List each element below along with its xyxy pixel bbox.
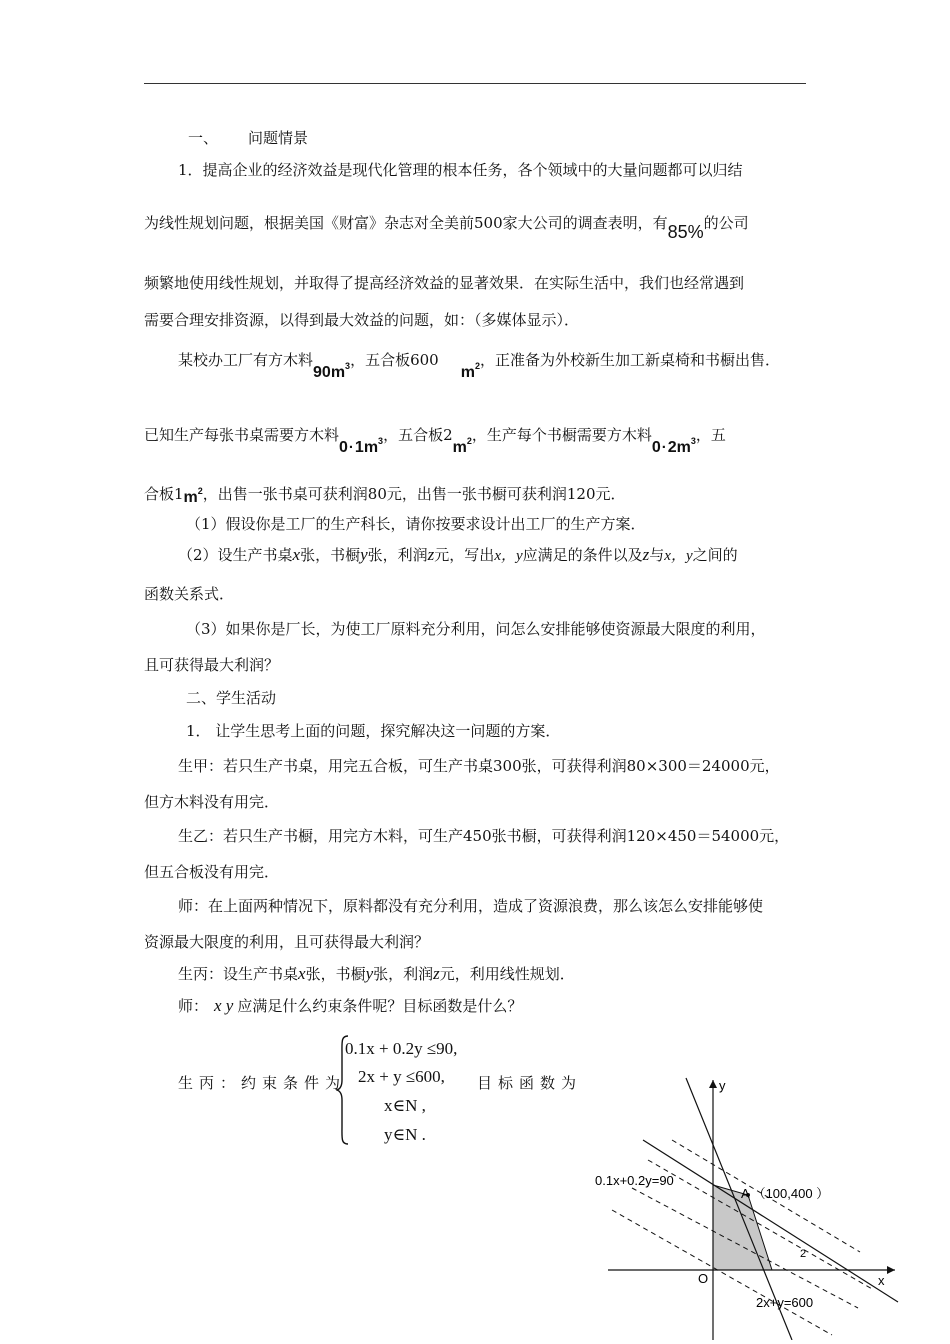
section1-heading <box>188 128 308 148</box>
p1-line1: 1．提高企业的经济效益是现代化管理的根本任务，各个领域中的大量问题都可以归结 <box>178 161 743 179</box>
value-0.1m3: $0\cdot 1m^3$ <box>339 436 384 456</box>
student-bing-1: 生丙：设生产书桌x张，书橱y张，利润z元，利用线性规划． <box>178 964 575 983</box>
constraint-lead: 生丙：约束条件为 <box>178 1074 347 1092</box>
teacher-2: 师： x y 应满足什么约束条件呢？目标函数是什么？ <box>178 996 523 1015</box>
activity-1: 1． 让学生思考上面的问题，探究解决这一问题的方案． <box>186 722 561 740</box>
student-yi: 生乙：若只生产书橱，用完方木料，可生产450张书橱，可获得利润120×450＝54000元， <box>178 827 790 845</box>
value-2m2: $m^2$ <box>452 436 472 456</box>
p1-line4: 需要合理安排资源，以得到最大效益的问题，如：（多媒体显示）． <box>144 311 580 329</box>
section2-heading: 二、学生活动 <box>186 689 277 707</box>
p2-line2: 已知生产每张书桌需要方木料$0\cdot 1m^3$，五合板$2m^2$，生产每个书橱需要方木料$0\cdot 2m^3$，五 <box>144 426 726 456</box>
question-3-line2: 且可获得最大利润？ <box>144 656 280 674</box>
objective-lead: 目标函数为 <box>477 1074 583 1092</box>
percent-85: 85% <box>667 222 704 242</box>
p2-line1: 某校办工厂有方木料$90m^3$，五合板$600m^2$，正准备为外校新生加工新桌椅和书橱出售． <box>178 351 780 381</box>
constraint-3: x∈N , <box>384 1096 426 1115</box>
point-a-label: A （100,400 ） <box>741 1186 830 1201</box>
student-yi-line2: 但五合板没有用完． <box>144 863 280 881</box>
p1-line2: 为线性规划问题，根据美国《财富》杂志对全美前500家大公司的调查表明，有85%的公司 <box>144 214 749 242</box>
level-label: 2 <box>800 1248 807 1260</box>
line-0.1x-plus-0.2y <box>643 1140 898 1302</box>
constraint-1: 0.1x + 0.2y ≤90, <box>345 1039 458 1058</box>
question-3: （3）如果你是厂长，为使工厂原料充分利用，问怎么安排能够使资源最大限度的利用， <box>186 620 766 638</box>
p1-line3: 频繁地使用线性规划，并取得了提高经济效益的显著效果．在实际生活中，我们也经常遇到 <box>144 274 745 292</box>
question-2-line2: 函数关系式． <box>144 585 235 603</box>
y-axis-label: y <box>719 1078 726 1093</box>
value-1m2: $m^2$ <box>183 486 203 506</box>
feasible-region-graph <box>580 1070 910 1340</box>
p2-line3: 合板$1m^2$，出售一张书桌可获利润80元，出售一张书橱可获利润120元． <box>144 485 626 506</box>
teacher-1-line2: 资源最大限度的利用，且可获得最大利润？ <box>144 933 430 951</box>
header-rule <box>144 83 806 84</box>
question-2: （2）设生产书桌x张，书橱y张，利润z元，写出x，y应满足的条件以及z与x，y之间的 <box>178 545 738 564</box>
line1-label: 0.1x+0.2y=90 <box>595 1173 674 1188</box>
origin-label: O <box>698 1271 709 1286</box>
line2-label: 2x+y=600 <box>756 1295 814 1310</box>
student-jia: 生甲：若只生产书桌，用完五合板，可生产书桌300张，可获得利润80×300＝24000元， <box>178 757 780 775</box>
value-600m2: $m^2$ <box>460 361 480 381</box>
y-axis-arrow <box>709 1080 717 1088</box>
value-90m3: $90m^3$ <box>313 361 351 381</box>
teacher-1: 师：在上面两种情况下，原料都没有充分利用，造成了资源浪费，那么该怎么安排能够使 <box>178 897 764 915</box>
value-0.2m3: $0\cdot 2m^3$ <box>651 436 696 456</box>
constraint-4: y∈N . <box>384 1125 426 1144</box>
section1-num: 一、 <box>188 129 219 147</box>
x-axis-arrow <box>887 1266 895 1274</box>
constraint-2: 2x + y ≤600, <box>358 1067 445 1086</box>
section1-title: 问题情景 <box>248 129 309 147</box>
student-jia-line2: 但方木料没有用完． <box>144 793 280 811</box>
x-axis-label: x <box>878 1273 885 1288</box>
question-1: （1）假设你是工厂的生产科长，请你按要求设计出工厂的生产方案． <box>186 515 646 533</box>
